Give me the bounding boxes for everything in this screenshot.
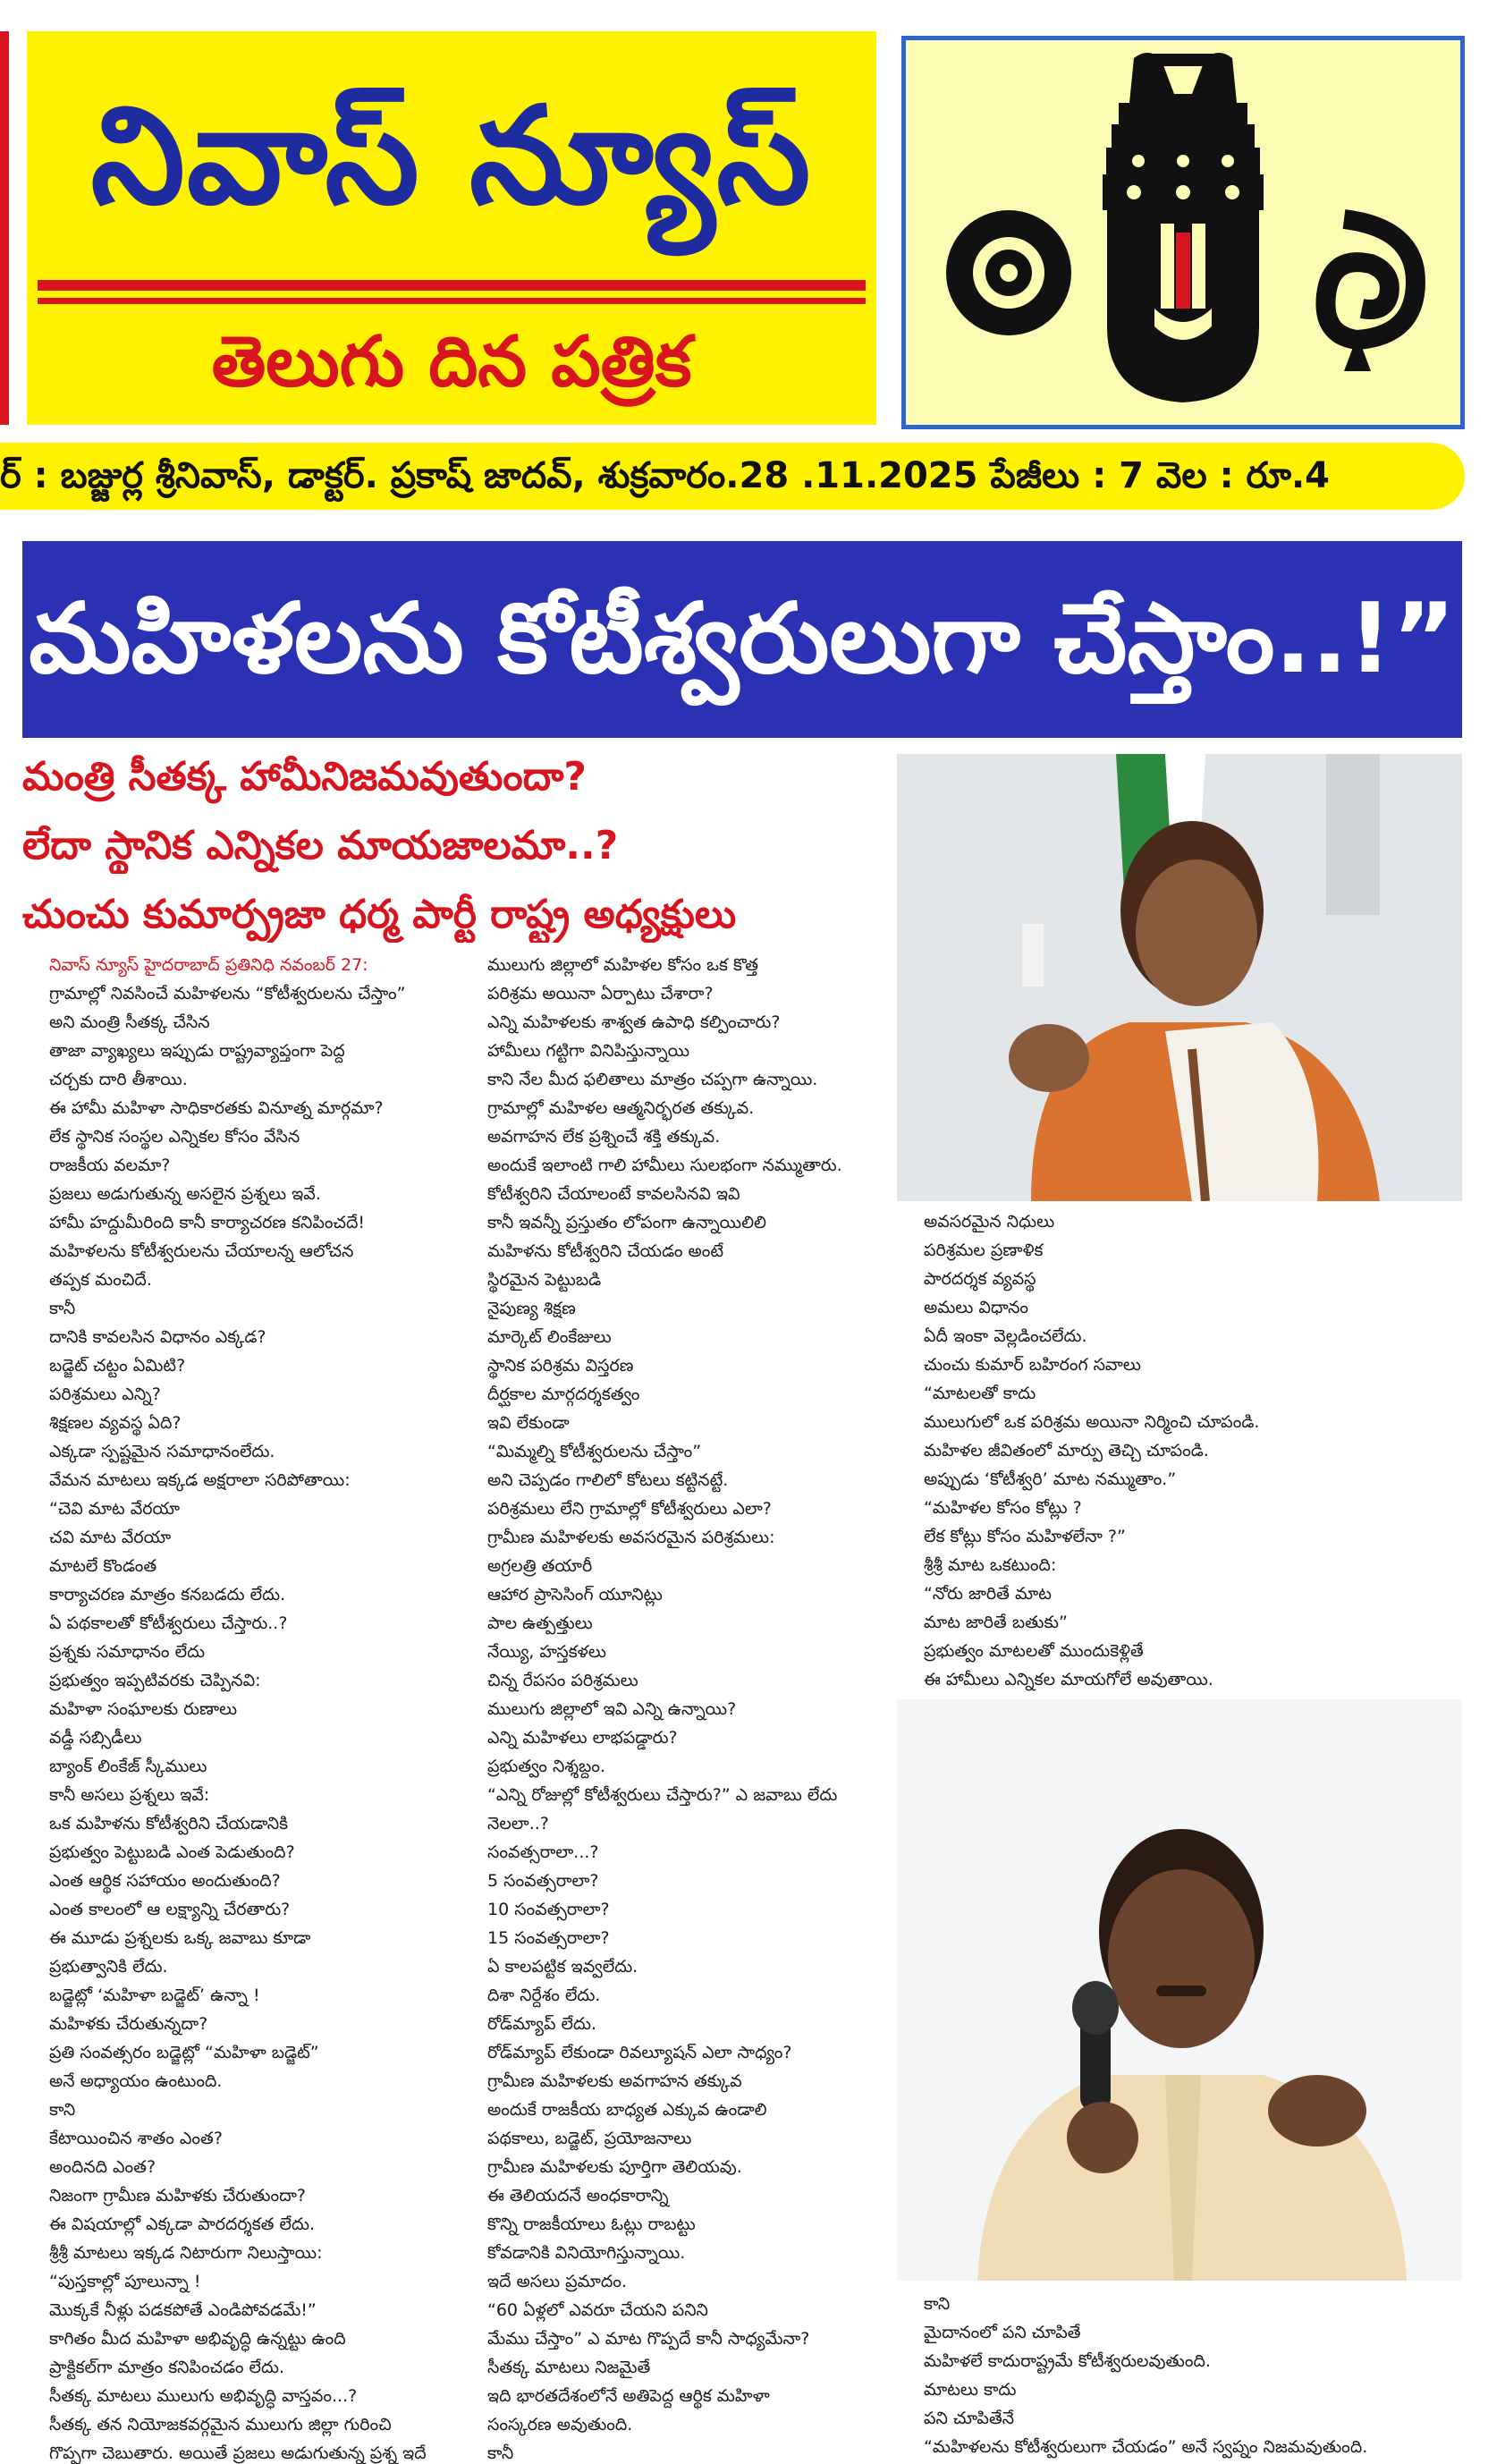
article-line: ఒక మహిళను కోటీశ్వరిని చేయడానికి [49,1814,289,1833]
article-line: “మిమ్మల్ని కోటీశ్వరులను చేస్తాం” [487,1442,702,1461]
article-line: ములుగులో ఒక పరిశ్రమ అయినా నిర్మించి చూపండి. [924,1412,1260,1432]
article-line: కాగితం మీద మహిళా అభివృద్ధి ఉన్నట్టు ఉంది [49,2329,346,2349]
article-line: శ్రీశ్రీ మాటలు ఇక్కడ నిటారుగా నిలుస్తాయి: [49,2243,323,2263]
article-line: ఎక్కడా స్పష్టమైన సమాధానంలేదు. [49,1442,275,1461]
article-line: కొన్ని రాజకీయాలు ఓట్లు రాబట్టు [487,2214,696,2234]
article-line: అగ్రలత్రి తయారీ [487,1556,593,1576]
article-line: నెలలా..? [487,1814,549,1833]
article-line: నేయ్యి, హస్తకళలు [487,1642,606,1662]
publisher-info-strip [0,443,1465,510]
article-line: ఎన్ని మహిళలకు శాశ్వత ఉపాధి కల్పించారు? [487,1012,781,1032]
article-line: ఏ కాలపట్టిక ఇవ్వలేదు. [487,1957,638,1977]
article-line: గ్రామాల్లో నివసించే మహిళలను “కోటీశ్వరులను చేస్తాం” [49,984,406,1003]
article-line: అవగాహన లేక ప్రశ్నించే శక్తి తక్కువ. [487,1127,721,1147]
article-line: ఈ తెలియదనే అంధకారాన్ని [487,2186,669,2206]
article-line: పరిశ్రమ అయినా ఏర్పాటు చేశారా? [487,984,714,1003]
article-line: కానీ [49,1299,76,1318]
article-line: మేము చేస్తాం” ఎ మాట గొప్పదే కానీ సాధ్యమేనా? [487,2329,810,2349]
article-line: పరిశ్రమలు లేని గ్రామాల్లో కోటీశ్వరులు ఎలా? [487,1499,772,1519]
article-line: అందినది ఎంత? [49,2157,156,2177]
subheadline-1: మంత్రి సీతక్క హామీనిజమవుతుందా? [22,754,587,800]
article-line: ఆహార ప్రాసెసింగ్ యూనిట్లు [487,1585,663,1605]
article-line: తప్పక మంచిదే. [49,1270,152,1290]
article-line: అవసరమైన నిధులు [924,1212,1055,1232]
article-line: అని చెప్పడం గాలిలో కోటలు కట్టినట్టే. [487,1470,729,1490]
article-line: బడ్జెట్లో ‘మహిళా బడ్జెట్’ ఉన్నా ! [49,1986,260,2005]
article-line: గ్రామీణ మహిళలకు అవసరమైన పరిశ్రమలు: [487,1528,775,1547]
article-line: గ్రామాల్లో మహిళల ఆత్మనిర్భరత తక్కువ. [487,1098,755,1118]
masthead-subtitle: తెలుగు దిన పత్రిక [211,322,692,402]
article-line: సీతక్క మాటలు ములుగు అభివృద్ధి వాస్తవం...? [49,2386,358,2406]
article-line: కాని [49,2100,76,2120]
article-line: ఎంత ఆర్థిక సహాయం అందుతుంది? [49,1871,281,1891]
article-line: దీర్ఘకాల మార్గదర్శకత్వం [487,1384,640,1404]
article-line: అనే అధ్యాయం ఉంటుంది. [49,2071,223,2091]
article-line: దిశా నిర్దేశం లేదు. [487,1986,601,2005]
publisher-info-text: ర్ : బజ్జుర్ల శ్రీనివాస్, డాక్టర్. ప్రకాష్ జాదవ్, శుక్రవారం.28 .11.2025 పేజీలు : 7 వెల : రూ.4 [0,455,1330,496]
article-line: కాని నేల మీద ఫలితాలు మాత్రం చప్పగా ఉన్నాయి. [487,1070,818,1089]
article-line: “పుస్తకాల్లో పూలున్నా ! [49,2272,201,2291]
article-line: కోవడానికి వినియోగిస్తున్నాయి. [487,2243,686,2263]
article-line: అందుకే రాజకీయ బాధ్యత ఎక్కువ ఉండాలి [487,2100,767,2120]
article-line: అమలు విధానం [924,1298,1029,1317]
article-line: ప్రభుత్వం నిశ్శబ్దం. [487,1757,605,1776]
article-line: ప్రశ్నకు సమాధానం లేదు [49,1642,206,1662]
article-line: సంవత్సరాలా...? [487,1842,599,1862]
article-line: లేక కోట్లు కోసం మహిళలేనా ?” [924,1527,1126,1546]
article-line: సంస్కరణ అవుతుంది. [487,2415,633,2434]
article-line: మైదానంలో పని చూపితే [924,2323,1081,2342]
article-line: గ్రామీణ మహిళలకు పూర్తిగా తెలియవు. [487,2157,742,2177]
article-line: కాని [924,2294,951,2314]
article-line: కార్యాచరణ మాత్రం కనబడదు లేదు. [49,1585,286,1605]
article-line: కానీ అసలు ప్రశ్నలు ఇవే: [49,1785,210,1805]
article-line: 15 సంవత్సరాలా? [487,1928,610,1948]
article-line: “నోరు జారితే మాట [924,1584,1052,1604]
minister-photo [897,754,1462,1201]
article-line: గొప్పగా చెబుతారు. అయితే ప్రజలు అడుగుతున్న ప్రశ్న ఇదే [49,2443,427,2463]
article-line: “మహిళల కోసం కోట్లు ? [924,1498,1082,1518]
article-line: కేటాయించిన శాతం ఎంత? [49,2129,223,2148]
article-line: సీతక్క మాటలు నిజమైతే [487,2358,651,2377]
speaker-photo [897,1699,1462,2281]
subheadline-2: లేదా స్థానిక ఎన్నికల మాయజాలమా..? [22,823,619,868]
article-line: బడ్జెట్ చట్టం ఏమిటి? [49,1356,186,1376]
headline-banner [22,541,1462,738]
article-line: మొక్కకే నీళ్లు పడకపోతే ఎండిపోవడమే!” [49,2300,317,2320]
article-line: పని చూపితేనే [924,2409,1015,2428]
article-line: సీతక్క తన నియోజకవర్గమైన ములుగు జిల్లా గురించి [49,2415,392,2434]
article-column-3-top [924,1207,1462,1694]
article-line: చుంచు కుమార్ బహిరంగ సవాలు [924,1355,1141,1375]
article-line: ఇదే అసలు ప్రమాదం. [487,2272,627,2291]
article-column-1 [49,951,483,2464]
article-line: కోటీశ్వరిని చేయాలంటే కావలసినవి ఇవి [487,1184,740,1204]
article-line: రోడ్‌మ్యాప్ లేదు. [487,2014,597,2034]
masthead-rule-top [38,280,866,291]
article-line: మహిళా సంఘాలకు రుణాలు [49,1699,238,1719]
article-line: ఈ విషయాల్లో ఎక్కడా పారదర్శకత లేదు. [49,2214,315,2234]
article-line: “60 ఏళ్లలో ఎవరూ చేయని పనిని [487,2300,708,2320]
article-line: వడ్డీ సబ్సిడీలు [49,1728,142,1748]
article-line: 5 సంవత్సరాలా? [487,1871,599,1891]
article-line: హామీ హద్దుమీరింది కానీ కార్యాచరణ కనిపించదే! [49,1213,366,1232]
article-line: శిక్షణల వ్యవస్థ ఏది? [49,1413,182,1433]
article-line: ఇది భారతదేశంలోనే అతిపెద్ద ఆర్థిక మహిళా [487,2386,770,2406]
article-line: ఏ పథకాలతో కోటీశ్వరులు చేస్తారు..? [49,1613,288,1633]
article-line: లేక స్థానిక సంస్థల ఎన్నికల కోసం వేసిన [49,1127,300,1147]
article-line: మహిళల జీవితంలో మార్పు తెచ్చి చూపండి. [924,1441,1209,1461]
article-line: బ్యాంక్ లింకేజ్ స్కీములు [49,1757,207,1776]
article-line: వేమన మాటలు ఇక్కడ అక్షరాలా సరిపోతాయి: [49,1470,351,1490]
dateline: నివాస్ న్యూస్ హైదరాబాద్ ప్రతినిధి నవంబర్ 27: [49,955,368,975]
article-line: దానికి కావలసిన విధానం ఎక్కడ? [49,1327,266,1347]
article-line: మహిళలను కోటీశ్వరులను చేయాలన్న ఆలోచన [49,1241,354,1261]
article-line: అందుకే ఇలాంటి గాలి హామీలు సులభంగా నమ్ముతారు. [487,1156,842,1175]
article-line: కానీ [487,2443,514,2463]
article-line: నైపుణ్య శిక్షణ [487,1299,576,1318]
article-line: ఏదీ ఇంకా వెల్లడించలేదు. [924,1326,1087,1346]
article-line: ఎంత కాలంలో ఆ లక్ష్యాన్ని చేరతారు? [49,1900,291,1919]
article-line: 10 సంవత్సరాలా? [487,1900,610,1919]
article-line: పాల ఉత్పత్తులు [487,1613,593,1633]
article-line: ఇవి లేకుండా [487,1413,570,1433]
article-line: “చెవి మాట వేరయా [49,1499,181,1519]
article-line: మాట జారితే బతుకు” [924,1613,1068,1632]
masthead-rule-bottom [38,298,866,304]
article-line: మార్కెట్ లింకేజులు [487,1327,612,1347]
article-line: ములుగు జిల్లాలో మహిళల కోసం ఒక కొత్త [487,955,759,975]
article-line: అని మంత్రి సీతక్క చేసిన [49,1012,210,1032]
article-line: చిన్న రేపసం పరిశ్రమలు [487,1671,638,1690]
article-line: మహిళకు చేరుతున్నదా? [49,2014,208,2034]
article-line: రాజకీయ వలమా? [49,1156,171,1175]
article-line: ఈ మూడు ప్రశ్నలకు ఒక్క జవాబు కూడా [49,1928,311,1948]
article-line: పరిశ్రమలు ఎన్ని? [49,1384,161,1404]
article-line: మహిళలే కాదురాష్ట్రమే కోటీశ్వరులవుతుంది. [924,2351,1211,2371]
article-line: చర్చకు దారి తీశాయి. [49,1070,188,1089]
article-line: ములుగు జిల్లాలో ఇవి ఎన్ని ఉన్నాయి? [487,1699,737,1719]
venkateswara-emblem-icon [906,40,1460,425]
article-line: స్థానిక పరిశ్రమ విస్తరణ [487,1356,634,1376]
article-line: ప్రజలు అడుగుతున్న అసలైన ప్రశ్నలు ఇవే. [49,1184,321,1204]
article-line: ప్రాక్టికల్‌గా మాత్రం కనిపించడం లేదు. [49,2358,285,2377]
article-line: ఎన్ని మహిళలు లాభపడ్డారు? [487,1728,678,1748]
article-line: చవి మాట వేరయా [49,1528,172,1547]
article-line: ప్రభుత్వం మాటలతో ముందుకెళ్లితే [924,1641,1144,1661]
article-line: “ఎన్ని రోజుల్లో కోటీశ్వరులు చేస్తారు?” ఎ జవాబు లేదు [487,1785,838,1805]
article-line: శ్రీశ్రీ మాట ఒకటుంది: [924,1555,1057,1575]
article-column-3-bottom [924,2290,1462,2461]
article-line: కానీ ఇవన్నీ ప్రస్తుతం లోపంగా ఉన్నాయిలిలి [487,1213,766,1232]
article-line: నిజంగా గ్రామీణ మహిళకు చేరుతుందా? [49,2186,306,2206]
left-edge-bar [0,31,9,425]
article-line: “మాటలతో కాదు [924,1384,1036,1403]
article-line: గ్రామీణ మహిళలకు అవగాహన తక్కువ [487,2071,742,2091]
article-line: ఈ హామీలు ఎన్నికల మాయగోలే అవుతాయి. [924,1670,1213,1689]
article-line: “మహిళలను కోటీశ్వరులుగా చేయడం” అనే స్వప్నం నిజమవుతుంది. [924,2437,1368,2457]
article-line: పరిశ్రమల ప్రణాళిక [924,1240,1044,1260]
masthead [27,31,876,425]
article-column-2 [487,951,890,2464]
deity-logo [901,36,1465,429]
article-line: మహిళను కోటీశ్వరిని చేయడం అంటే [487,1241,724,1261]
article-line: ప్రతి సంవత్సరం బడ్జెట్లో “మహిళా బడ్జెట్” [49,2043,319,2062]
article-line: స్థిరమైన పెట్టుబడి [487,1270,602,1290]
article-line: తాజా వ్యాఖ్యలు ఇప్పుడు రాష్ట్రవ్యాప్తంగా పెద్ద [49,1041,345,1061]
masthead-title: నివాస్ న్యూస్ [90,79,813,234]
article-line: పారదర్శక వ్యవస్థ [924,1269,1036,1289]
headline-text: మహిళలను కోటీశ్వరులుగా చేస్తాం..!” [29,583,1456,695]
article-line: ఈ హామీ మహిళా సాధికారతకు వినూత్న మార్గమా? [49,1098,384,1118]
article-line: హామీలు గట్టిగా వినిపిస్తున్నాయి [487,1041,690,1061]
article-line: మాటలే కొండంత [49,1556,157,1576]
article-line: ప్రభుత్వం ఇప్పటివరకు చెప్పినవి: [49,1671,261,1690]
article-line: అప్పుడు ‘కోటీశ్వరి’ మాట నమ్ముతాం.” [924,1469,1177,1489]
article-line: రోడ్‌మ్యాప్ లేకుండా రివల్యూషన్ ఎలా సాధ్యం? [487,2043,792,2062]
article-line: ప్రభుత్వం పెట్టుబడి ఎంత పెడుతుంది? [49,1842,295,1862]
article-line: ప్రభుత్వానికి లేదు. [49,1957,168,1977]
article-line: మాటలు కాదు [924,2380,1017,2400]
subheadline-3: చుంచు కుమార్ప్రజా ధర్మ పార్టీ రాష్ట్ర అధ్యక్షులు [22,892,737,937]
article-line: పథకాలు, బడ్జెట్, ప్రయోజనాలు [487,2129,692,2148]
